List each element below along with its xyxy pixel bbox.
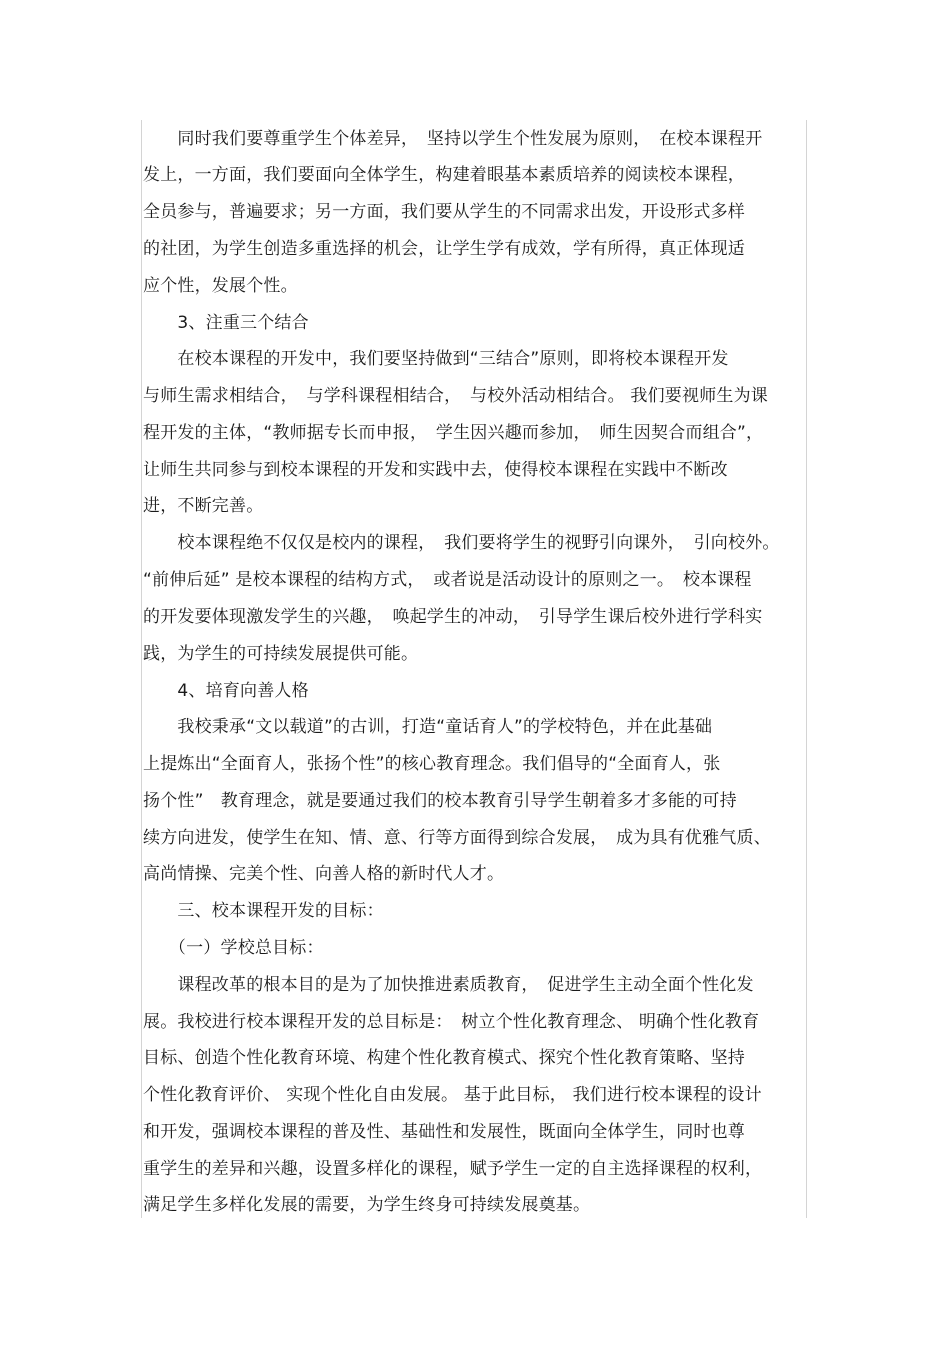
text-line: 目标、创造个性化教育环境、构建个性化教育模式、探究个性化教育策略、坚持 xyxy=(143,1048,745,1068)
text-line: 重学生的差异和兴趣，设置多样化的课程，赋予学生一定的自主选择课程的权利， xyxy=(143,1159,763,1179)
section-heading: 三、校本课程开发的目标： xyxy=(143,901,384,921)
text-line: 上提炼出“全面育人，张扬个性”的核心教育理念。我们倡导的“全面育人，张 xyxy=(143,754,721,774)
text-line: 课程改革的根本目的是为了加快推进素质教育， 促进学生主动全面个性化发 xyxy=(143,975,754,995)
page-border-left xyxy=(141,120,142,1218)
text-line: 在校本课程的开发中，我们要坚持做到“三结合”原则，即将校本课程开发 xyxy=(143,349,729,369)
text-line: 高尚情操、完美个性、向善人格的新时代人才。 xyxy=(143,864,505,884)
text-line: 扬个性” 教育理念，就是要通过我们的校本教育引导学生朝着多才多能的可持 xyxy=(143,791,737,811)
text-line: 满足学生多样化发展的需要，为学生终身可持续发展奠基。 xyxy=(143,1195,591,1215)
section-heading: 4、培育向善人格 xyxy=(143,681,309,701)
text-line: “前伸后延” 是校本课程的结构方式， 或者说是活动设计的原则之一。 校本课程 xyxy=(143,570,752,590)
text-line: 的社团，为学生创造多重选择的机会，让学生学有成效，学有所得，真正体现适 xyxy=(143,239,745,259)
text-line: 让师生共同参与到校本课程的开发和实践中去，使得校本课程在实践中不断改 xyxy=(143,460,728,480)
text-line: 应个性，发展个性。 xyxy=(143,276,298,296)
text-line: 进，不断完善。 xyxy=(143,496,264,516)
text-line: 续方向进发，使学生在知、情、意、行等方面得到综合发展， 成为具有优雅气质、 xyxy=(143,828,771,848)
text-line: 我校秉承“文以载道”的古训，打造“童话育人”的学校特色，并在此基础 xyxy=(143,717,713,737)
text-line: 践，为学生的可持续发展提供可能。 xyxy=(143,644,419,664)
subsection-heading: （一）学校总目标： xyxy=(143,938,324,958)
section-heading: 3、注重三个结合 xyxy=(143,313,309,333)
text-line: 同时我们要尊重学生个体差异， 坚持以学生个性发展为原则， 在校本课程开 xyxy=(143,129,763,149)
text-line: 发上，一方面，我们要面向全体学生，构建着眼基本素质培养的阅读校本课程， xyxy=(143,165,745,185)
text-line: 和开发，强调校本课程的普及性、基础性和发展性，既面向全体学生，同时也尊 xyxy=(143,1122,745,1142)
text-line: 展。我校进行校本课程开发的总目标是： 树立个性化教育理念、 明确个性化教育 xyxy=(143,1012,760,1032)
text-line: 程开发的主体，“教师据专长而申报， 学生因兴趣而参加， 师生因契合而组合”， xyxy=(143,423,764,443)
text-line: 与师生需求相结合， 与学科课程相结合， 与校外活动相结合。 我们要视师生为课 xyxy=(143,386,769,406)
text-line: 全员参与，普遍要求；另一方面，我们要从学生的不同需求出发，开设形式多样 xyxy=(143,202,745,222)
text-line: 的开发要体现激发学生的兴趣， 唤起学生的冲动， 引导学生课后校外进行学科实 xyxy=(143,607,763,627)
text-line: 校本课程绝不仅仅是校内的课程， 我们要将学生的视野引向课外， 引向校外。 xyxy=(143,533,780,553)
text-line: 个性化教育评价、 实现个性化自由发展。 基于此目标， 我们进行校本课程的设计 xyxy=(143,1085,762,1105)
page-border-right xyxy=(806,120,807,1218)
